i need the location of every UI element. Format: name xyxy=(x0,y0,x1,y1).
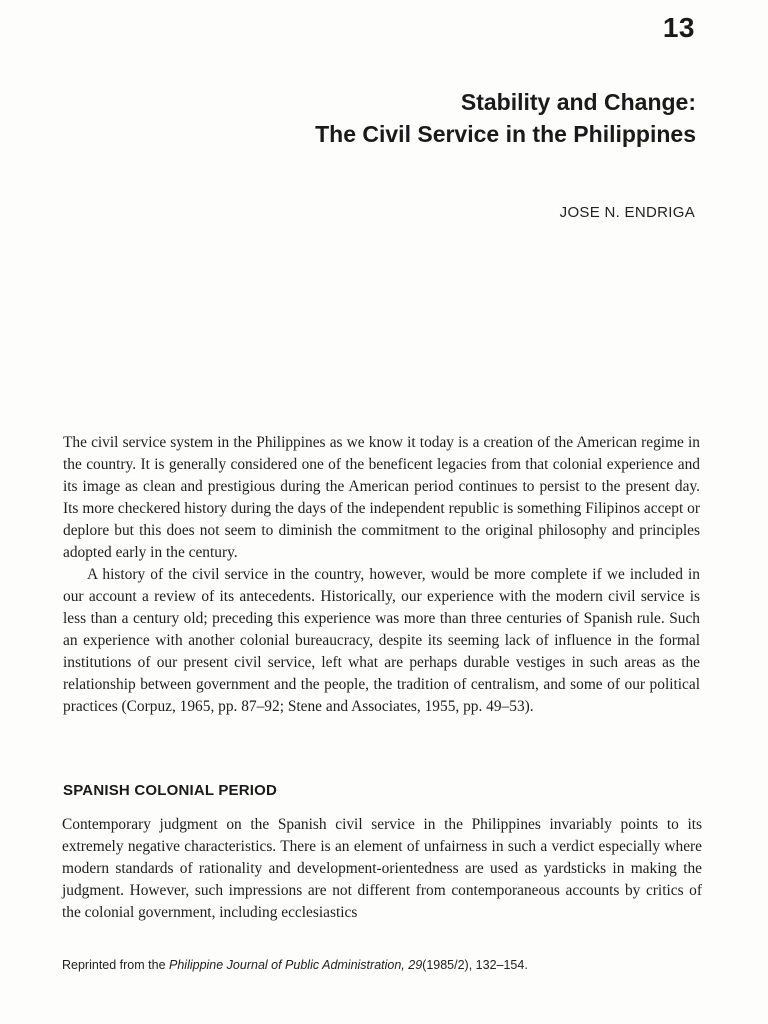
section-text xyxy=(62,814,702,924)
intro-text xyxy=(63,432,700,718)
section-heading: SPANISH COLONIAL PERIOD xyxy=(63,782,278,799)
footnote-journal: Philippine Journal of Public Administration, 29 xyxy=(169,958,423,972)
reprint-footnote xyxy=(62,958,528,972)
footnote-prefix: Reprinted from the xyxy=(62,958,169,972)
chapter-number: 13 xyxy=(662,12,695,43)
footnote-suffix: (1985/2), 132–154. xyxy=(422,958,528,972)
intro-paragraph-1: The civil service system in the Philippines as we know it today is a creation of the American regime in the country. It is generally considered one of the beneficent legacies from that colonial experience and its image as clean and prestigious during the American period continues to persist to the present day. Its more checkered history during the days of the independent republic is something Filipinos accept or deplore but this does not seem to diminish the commitment to the original philosophy and principles adopted early in the century. xyxy=(63,434,700,561)
author-name: JOSE N. ENDRIGA xyxy=(559,204,695,221)
chapter-title xyxy=(76,86,696,150)
section-paragraph-1: Contemporary judgment on the Spanish civil service in the Philippines invariably points to its extremely negative characteristics. There is an element of unfairness in such a verdict especially where modern standards of rationality and development-orientedness are used as yardsticks in making the judgment. However, such impressions are not different from contemporaneous accounts by critics of the colonial government, including ecclesiastics xyxy=(62,816,702,921)
chapter-title-line-1: Stability and Change: xyxy=(460,89,696,115)
chapter-title-line-2: The Civil Service in the Philippines xyxy=(315,121,696,147)
intro-paragraph-2: A history of the civil service in the country, however, would be more complete if we included in our account a review of its antecedents. Historically, our experience with the modern civil service is less than a century old; preceding this experience was more than three centuries of Spanish rule. Such an experience with another colonial bureaucracy, despite its seeming lack of influence in the formal institutions of our present civil service, left what are perhaps durable vestiges in such areas as the relationship between government and the people, the tradition of centralism, and some of our political practices (Corpuz, 1965, pp. 87–92; Stene and Associates, 1955, pp. 49–53). xyxy=(63,566,700,715)
